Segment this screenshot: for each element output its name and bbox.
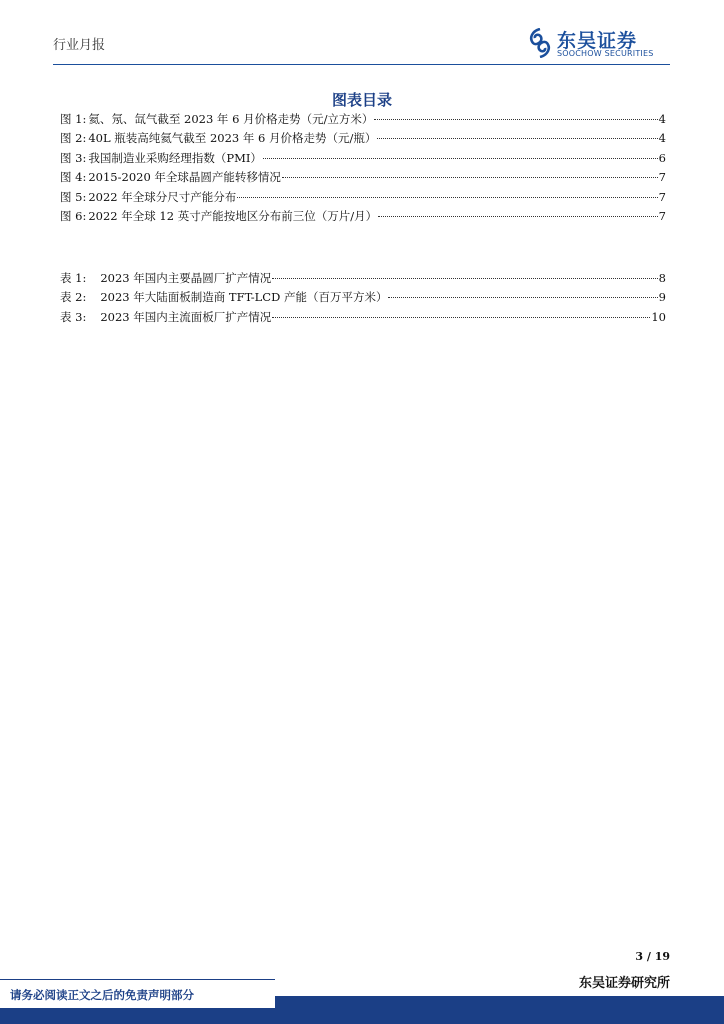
toc-entry-title: 2023 年大陆面板制造商 TFT-LCD 产能（百万平方米） [100,290,388,305]
dot-leader [388,297,657,298]
dot-leader [272,317,650,318]
toc-entry-label: 图 3: [60,150,87,165]
toc-entry-title: 我国制造业采购经理指数（PMI） [88,150,262,165]
toc-entry-label: 图 5: [60,189,87,204]
toc-entry-page: 9 [658,290,666,305]
dot-leader [377,138,657,139]
company-logo [527,26,677,60]
disclaimer-text: 请务必阅读正文之后的免责声明部分 [10,988,194,1002]
dot-leader [237,197,657,198]
dot-leader [263,158,658,159]
toc-entry-title: 氦、氖、氙气截至 2023 年 6 月价格走势（元/立方米） [88,112,374,126]
table-list [60,270,666,328]
page-number: 3 / 19 [635,950,670,963]
toc-entry-title: 2015-2020 年全球晶圆产能转移情况 [88,170,281,185]
toc-entry-label: 表 3: [60,309,87,324]
toc-entry-figure-2[interactable] [60,130,666,149]
toc-entry-figure-3[interactable] [60,150,666,169]
toc-entry-page: 8 [658,271,666,285]
toc-entry-label: 表 1: [60,271,87,285]
dot-leader [272,278,657,279]
header-divider [53,64,670,65]
toc-entry-label: 图 6: [60,208,87,223]
toc-entry-figure-5[interactable] [60,189,666,208]
toc-entry-label: 图 4: [60,170,87,185]
toc-entry-label: 表 2: [60,290,87,305]
logo-name-en: SOOCHOW SECURITIES [557,49,654,58]
toc-entry-page: 4 [658,131,666,146]
toc-entry-figure-6[interactable] [60,208,666,227]
footer-org-name: 东吴证券研究所 [578,976,670,991]
toc-entry-title: 40L 瓶装高纯氦气截至 2023 年 6 月价格走势（元/瓶） [88,131,377,146]
toc-entry-page: 10 [651,309,666,324]
toc-entry-table-3[interactable] [60,309,666,328]
toc-entry-table-1[interactable] [60,270,666,289]
toc-entry-label: 图 2: [60,131,87,146]
toc-entry-page: 7 [658,208,666,223]
dot-leader [282,177,658,178]
toc-title: 图表目录 [331,91,392,109]
figure-list [60,111,666,227]
toc-entry-page: 6 [658,150,666,165]
dot-leader [374,119,657,120]
toc-entry-title: 2022 年全球分尺寸产能分布 [88,189,237,204]
toc-entry-page: 7 [658,189,666,204]
disclaimer-notice [0,979,275,1008]
dot-leader [378,216,658,217]
toc-entry-page: 7 [658,170,666,185]
logo-name-cn: 东吴证券 [557,30,638,52]
toc-entry-figure-4[interactable] [60,169,666,188]
toc-entry-figure-1[interactable] [60,111,666,130]
toc-entry-title: 2023 年国内主流面板厂扩产情况 [100,309,272,324]
scs-logo-icon [527,28,553,58]
toc-entry-table-2[interactable] [60,289,666,308]
toc-entry-page: 4 [658,112,666,126]
toc-entry-title: 2022 年全球 12 英寸产能按地区分布前三位（万片/月） [88,208,378,223]
toc-entry-title: 2023 年国内主要晶圆厂扩产情况 [100,271,272,285]
toc-entry-label: 图 1: [60,112,87,126]
report-type: 行业月报 [53,38,106,53]
